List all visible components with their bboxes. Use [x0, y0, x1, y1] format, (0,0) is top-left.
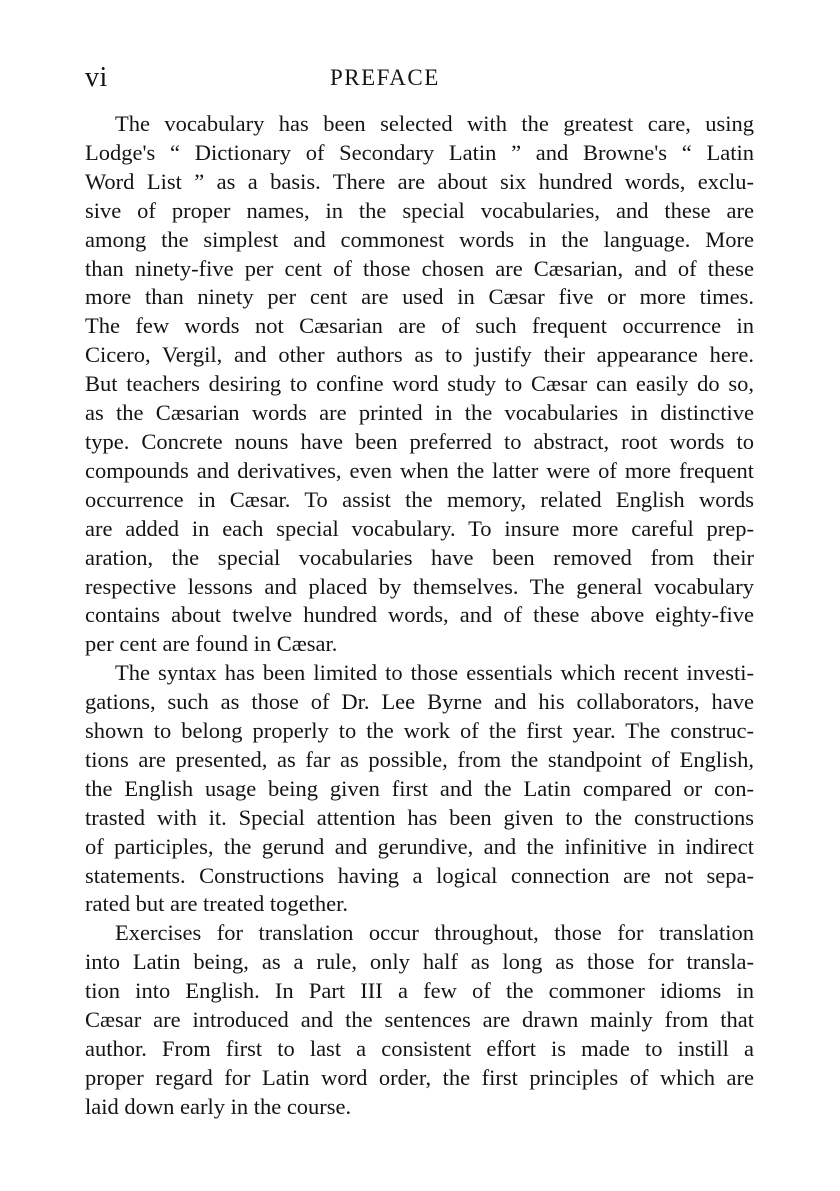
paragraph-syntax: [85, 659, 754, 919]
paragraph-exercises: [85, 919, 754, 1121]
text-line: The few words not Cæsarian are of such frequent occurrence in: [85, 313, 754, 339]
text-line: shown to belong properly to the work of the first year. The construc-: [85, 718, 754, 744]
text-line: of participles, the gerund and gerundive, and the infinitive in indirect: [85, 833, 754, 859]
page-number: vi: [85, 62, 108, 93]
text-line: type. Concrete nouns have been preferred to abstract, root words to: [85, 428, 754, 454]
text-line: respective lessons and placed by themselves. The general vocabulary: [85, 573, 754, 599]
text-line: more than ninety per cent are used in Cæsar five or more times.: [85, 284, 754, 310]
paragraph-vocabulary: [85, 110, 754, 659]
text-line: rated but are treated together.: [85, 891, 348, 917]
text-line: tions are presented, as far as possible, from the standpoint of English,: [85, 746, 754, 772]
text-line: as the Cæsarian words are printed in the vocabularies in distinctive: [85, 400, 754, 426]
text-line: trasted with it. Special attention has been given to the constructions: [85, 804, 754, 830]
text-line: The syntax has been limited to those essentials which recent investi-: [115, 660, 754, 686]
text-line: Cæsar are introduced and the sentences are drawn mainly from that: [85, 1007, 754, 1033]
text-line: aration, the special vocabularies have been removed from their: [85, 544, 754, 570]
text-line: into Latin being, as a rule, only half as long as those for transla-: [85, 949, 754, 975]
text-line: The vocabulary has been selected with the greatest care, using: [115, 111, 754, 136]
text-line: proper regard for Latin word order, the first principles of which are: [85, 1064, 754, 1090]
text-line: Lodge's “ Dictionary of Secondary Latin ” and Browne's “ Latin: [85, 139, 754, 165]
text-line: sive of proper names, in the special vocabularies, and these are: [85, 197, 754, 223]
preface-body: [85, 110, 754, 1122]
text-line: contains about twelve hundred words, and of these above eighty-five: [85, 602, 754, 628]
text-line: than ninety-five per cent of those chosen are Cæsarian, and of these: [85, 255, 754, 281]
text-line: occurrence in Cæsar. To assist the memory, related English words: [85, 486, 754, 512]
text-line: are added in each special vocabulary. To insure more careful prep-: [85, 515, 754, 541]
text-line: gations, such as those of Dr. Lee Byrne and his collaborators, have: [85, 689, 754, 715]
text-line: among the simplest and commonest words in the language. More: [85, 226, 754, 252]
text-line: author. From first to last a consistent effort is made to instill a: [85, 1036, 754, 1061]
text-line: per cent are found in Cæsar.: [85, 631, 338, 657]
text-line: Cicero, Vergil, and other authors as to justify their appearance here.: [85, 342, 754, 368]
text-line: Exercises for translation occur throughout, those for translation: [115, 920, 754, 946]
text-line: the English usage being given first and the Latin compared or con-: [85, 775, 754, 801]
page-title: PREFACE: [330, 65, 440, 90]
text-line: tion into English. In Part III a few of the commoner idioms in: [85, 978, 754, 1004]
text-line: Word List ” as a basis. There are about six hundred words, exclu-: [85, 168, 754, 194]
text-line: statements. Constructions having a logical connection are not sepa-: [85, 862, 754, 888]
text-line: laid down early in the course.: [85, 1093, 352, 1119]
text-line: But teachers desiring to confine word study to Cæsar can easily do so,: [85, 371, 754, 397]
text-line: compounds and derivatives, even when the latter were of more frequent: [85, 457, 754, 483]
